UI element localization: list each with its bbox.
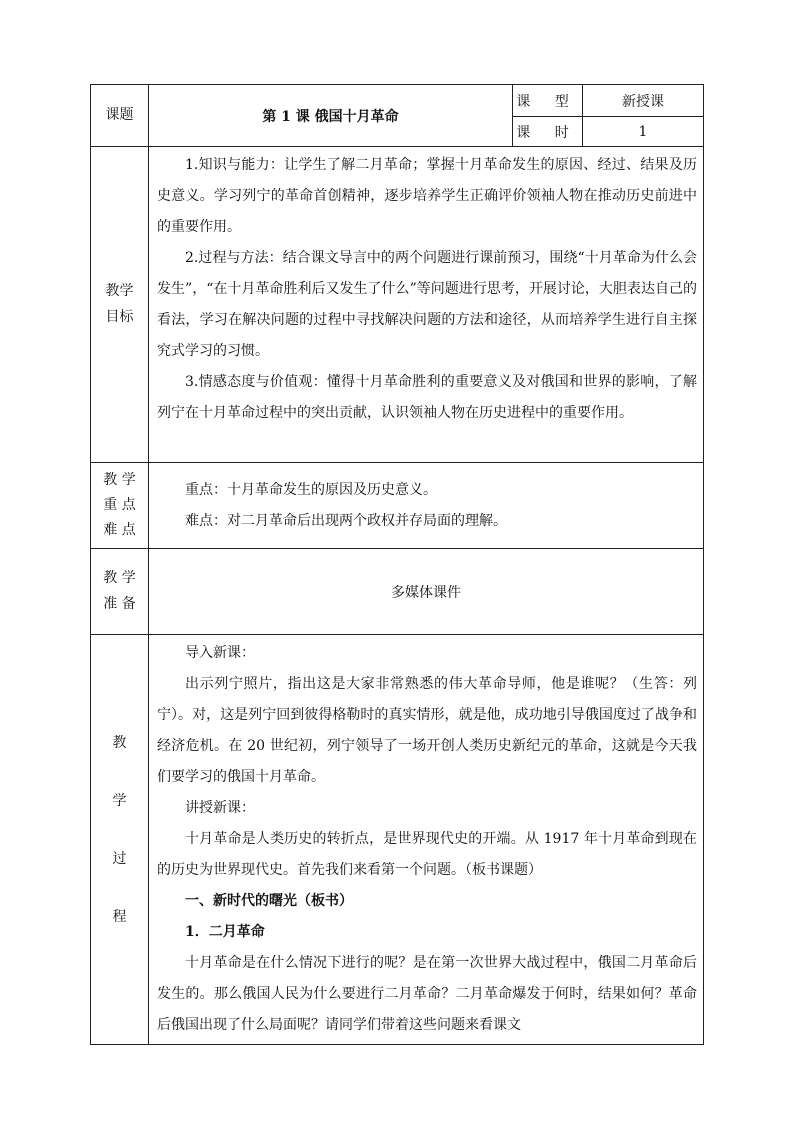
hours-label: 课 时 (513, 117, 583, 147)
type-value: 新授课 (583, 85, 704, 117)
new-lesson-heading: 讲授新课： (185, 800, 255, 816)
goal-paragraph: 2.过程与方法：结合课文导言中的两个问题进行课前预习，围绕“十月革命为什么会发生”，“在十月革命胜利后又发生了什么”等问题进行思考，开展讨论，大胆表达自己的看法，学习在解决问题的过程中寻找解决问题的方法和途径，从而培养学生进行自主探究式学习的习惯。 (157, 250, 697, 359)
goals-label-line: 教学 (105, 283, 134, 300)
goal-paragraph: 3.情感态度与价值观：懂得十月革命胜利的重要意义及对俄国和世界的影响，了解列宁在十月革命过程中的突出贡献，认识领袖人物在历史进程中的重要作用。 (157, 374, 697, 421)
goals-content (149, 147, 704, 463)
preparation-label-line: 教 学 (103, 570, 136, 587)
key-points-label-line: 教 学 (103, 471, 136, 488)
new-lesson-text: 十月革命是人类历史的转折点，是世界现代史的开端。从 1917 年十月革命到现在的历史为世界现代史。首先我们来看第一个问题。（板书课题） (157, 831, 697, 878)
key-points-label-line: 重 点 (103, 496, 136, 513)
section-heading: 一、新时代的曙光（板书） (185, 893, 353, 909)
goals-label (91, 147, 149, 463)
type-label: 课 型 (513, 85, 583, 117)
process-label-char: 教 (112, 735, 127, 751)
goal-paragraph: 1.知识与能力：让学生了解二月革命；掌握十月革命发生的原因、经过、结果及历史意义。学习列宁的革命首创精神，逐步培养学生正确评价领袖人物在推动历史前进中的重要作用。 (157, 157, 697, 235)
topic-label: 课题 (91, 85, 149, 147)
process-content (149, 635, 704, 1045)
subsection-text: 十月革命是在什么情况下进行的呢？是在第一次世界大战过程中，俄国二月革命后发生的。那么俄国人民为什么要进行二月革命？二月革命爆发于何时，结果如何？革命后俄国出现了什么局面呢？请同学们带着这些问题来看课文 (157, 955, 697, 1033)
intro-heading: 导入新课： (185, 645, 255, 661)
preparation-label (91, 549, 149, 635)
process-label-char: 程 (112, 909, 127, 925)
hours-value: 1 (583, 117, 704, 147)
focus-text: 重点：十月革命发生的原因及历史意义。 (185, 481, 437, 498)
preparation-label-line: 准 备 (103, 595, 136, 612)
process-label (91, 635, 149, 1045)
lesson-plan-table (90, 84, 704, 1045)
lesson-title: 第 1 课 俄国十月革命 (149, 85, 513, 147)
subsection-heading: 1．二月革命 (185, 924, 265, 940)
process-label-char: 过 (112, 851, 127, 867)
process-label-char: 学 (112, 793, 127, 809)
preparation-value: 多媒体课件 (149, 549, 704, 635)
intro-text: 出示列宁照片，指出这是大家非常熟悉的伟大革命导师，他是谁呢？（生答：列宁）。对，这是列宁回到彼得格勒时的真实情形，就是他，成功地引导俄国度过了战争和经济危机。在 20 世纪初，列宁领导了一场开创人类历史新纪元的革命，这就是今天我们要学习的俄国十月革命。 (157, 676, 697, 785)
difficulty-text: 难点：对二月革命后出现两个政权并存局面的理解。 (185, 512, 507, 529)
key-points-label (91, 463, 149, 549)
key-points-content (149, 463, 704, 549)
goals-label-line: 目标 (105, 308, 134, 325)
key-points-label-line: 难 点 (103, 522, 136, 539)
